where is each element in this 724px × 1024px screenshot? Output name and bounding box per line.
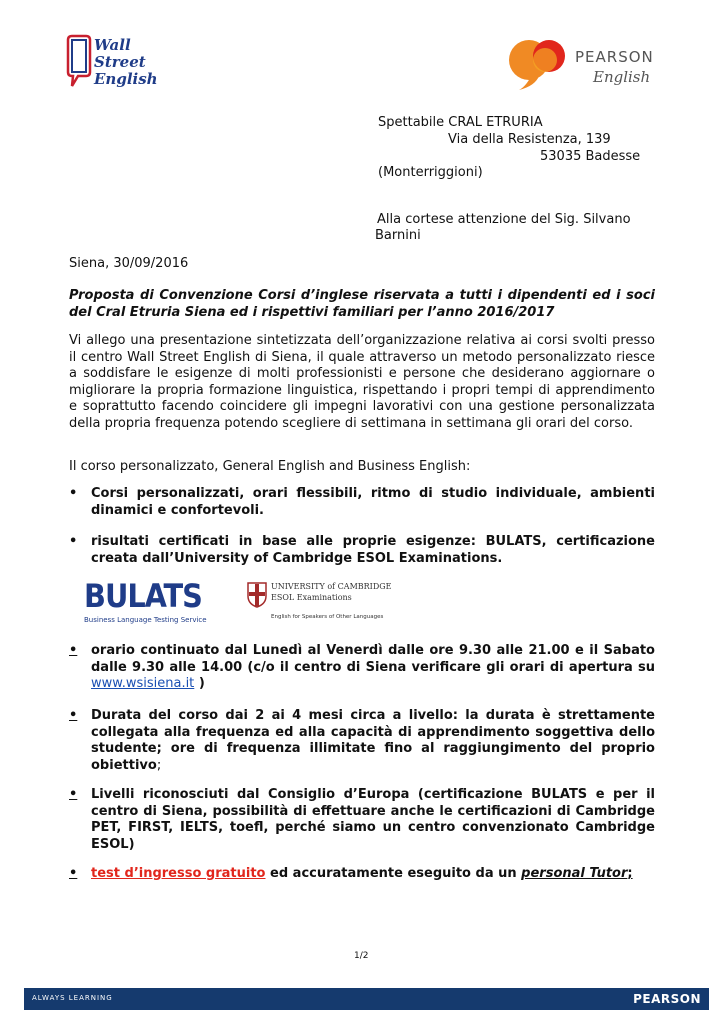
bullet-item-6 bbox=[69, 866, 655, 883]
wsisiena-link[interactable]: www.wsisiena.it bbox=[91, 676, 195, 691]
attention-name: Barnini bbox=[375, 228, 421, 243]
bullet-item-5 bbox=[69, 787, 655, 853]
bullet-text-end: ; bbox=[627, 866, 633, 881]
recipient-street: Via della Resistenza, 139 bbox=[448, 132, 611, 147]
bullet-dot: • bbox=[69, 486, 78, 501]
recipient-name: Spettabile CRAL ETRURIA bbox=[378, 115, 543, 130]
cambridge-logo-line1: UNIVERSITY of CAMBRIDGE bbox=[271, 582, 392, 591]
bullet-dot: • bbox=[69, 866, 78, 881]
bullet-dot: • bbox=[69, 643, 78, 658]
svg-text:Street: Street bbox=[94, 53, 146, 71]
bullet-item-1 bbox=[69, 486, 655, 519]
bulats-logo-title: BULATS bbox=[84, 577, 202, 615]
letter-date: Siena, 30/09/2016 bbox=[69, 256, 189, 271]
body-paragraph-1: Vi allego una presentazione sintetizzata dell’organizzazione relativa ai corsi svolti presso il centro Wall Street English di Siena, il quale attraverso un metodo personalizzato riesce a soddisfare le esigenze di molti professionisti e persone che desiderano aggiornare o migliorare la propria formazione linguistica, rispettando i propri tempi di apprendimento e soprattutto facendo coincidere gli impegni lavorativi con una gestione personalizzata della propria frequenza potendo scegliere di settimana in settimana gli orari del corso. bbox=[69, 333, 655, 431]
letter-subject: Proposta di Convenzione Corsi d’inglese riservata a tutti i dipendenti ed i soci del Cral Etruria Siena ed i rispettivi familiari per l’anno 2016/2017 bbox=[69, 288, 655, 320]
bullet-item-4 bbox=[69, 708, 655, 774]
bullet-text-main: orario continuato dal Lunedì al Venerdì dalle ore 9.30 alle 21.00 e il Sabato dalle 9.30 alle 14.00 (c/o il centro di Siena verificare gli orari di apertura su bbox=[91, 643, 655, 675]
bullet-text-end: ; bbox=[156, 757, 162, 773]
bullet-dot: • bbox=[69, 708, 78, 723]
free-test-highlight: test d’ingresso gratuito bbox=[91, 866, 266, 881]
bullet-text bbox=[91, 866, 655, 883]
cambridge-logo-line2: ESOL Examinations bbox=[271, 593, 352, 602]
page-number: 1/2 bbox=[354, 951, 369, 961]
recipient-locality: (Monterriggioni) bbox=[378, 165, 483, 180]
bullet-text-main: Durata del corso dai 2 ai 4 mesi circa a livello: la durata è strettamente collegata alla frequenza ed alla capacità di apprendimento soggettiva dello studente; ore di frequenza illimitate fino al raggiungimento del proprio obiettivo bbox=[91, 708, 655, 773]
bullet-text-close: ) bbox=[194, 676, 205, 691]
svg-text:Wall: Wall bbox=[94, 36, 131, 54]
bulats-logo-subtitle: Business Language Testing Service bbox=[84, 616, 207, 624]
cambridge-logo-line3: English for Speakers of Other Languages bbox=[271, 614, 384, 620]
svg-text:English: English bbox=[593, 68, 651, 86]
attention-line: Alla cortese attenzione del Sig. Silvano bbox=[377, 212, 631, 227]
personal-tutor-text: personal Tutor bbox=[521, 866, 628, 881]
body-paragraph-2: Il corso personalizzato, General English and Business English: bbox=[69, 459, 471, 474]
bullet-dot: • bbox=[69, 787, 78, 802]
bullet-dot: • bbox=[69, 534, 78, 549]
svg-text:English: English bbox=[94, 70, 158, 88]
bullet-item-2 bbox=[69, 534, 655, 567]
bullet-text: Livelli riconosciuti dal Consiglio d’Europa (certificazione BULATS e per il centro di Siena, possibilità di effettuare anche le certificazioni di Cambridge PET, FIRST, IELTS, toefl, perché siamo un centro convenzionato Cambridge ESOL) bbox=[91, 787, 655, 852]
footer-brand: PEARSON bbox=[633, 992, 701, 1006]
footer-tagline: ALWAYS LEARNING bbox=[32, 994, 113, 1002]
cambridge-shield-icon bbox=[247, 582, 267, 608]
recipient-city: 53035 Badesse bbox=[540, 149, 641, 164]
footer-bar bbox=[24, 988, 709, 1010]
bullet-text bbox=[91, 708, 655, 774]
bullet-text bbox=[91, 643, 655, 693]
svg-text:PEARSON: PEARSON bbox=[575, 48, 654, 66]
bullet-item-3 bbox=[69, 643, 655, 693]
bullet-text: risultati certificati in base alle proprie esigenze: BULATS, certificazione creata dall’University of Cambridge ESOL Examinations. bbox=[91, 534, 655, 566]
pearson-english-logo bbox=[505, 36, 670, 96]
cambridge-esol-logo bbox=[247, 580, 392, 630]
bullet-text-main: ed accuratamente eseguito da un bbox=[265, 866, 522, 881]
bulats-logo bbox=[84, 577, 207, 629]
bullet-text: Corsi personalizzati, orari flessibili, ritmo di studio individuale, ambienti dinamici e confortevoli. bbox=[91, 486, 655, 518]
wall-street-english-logo bbox=[64, 32, 159, 94]
